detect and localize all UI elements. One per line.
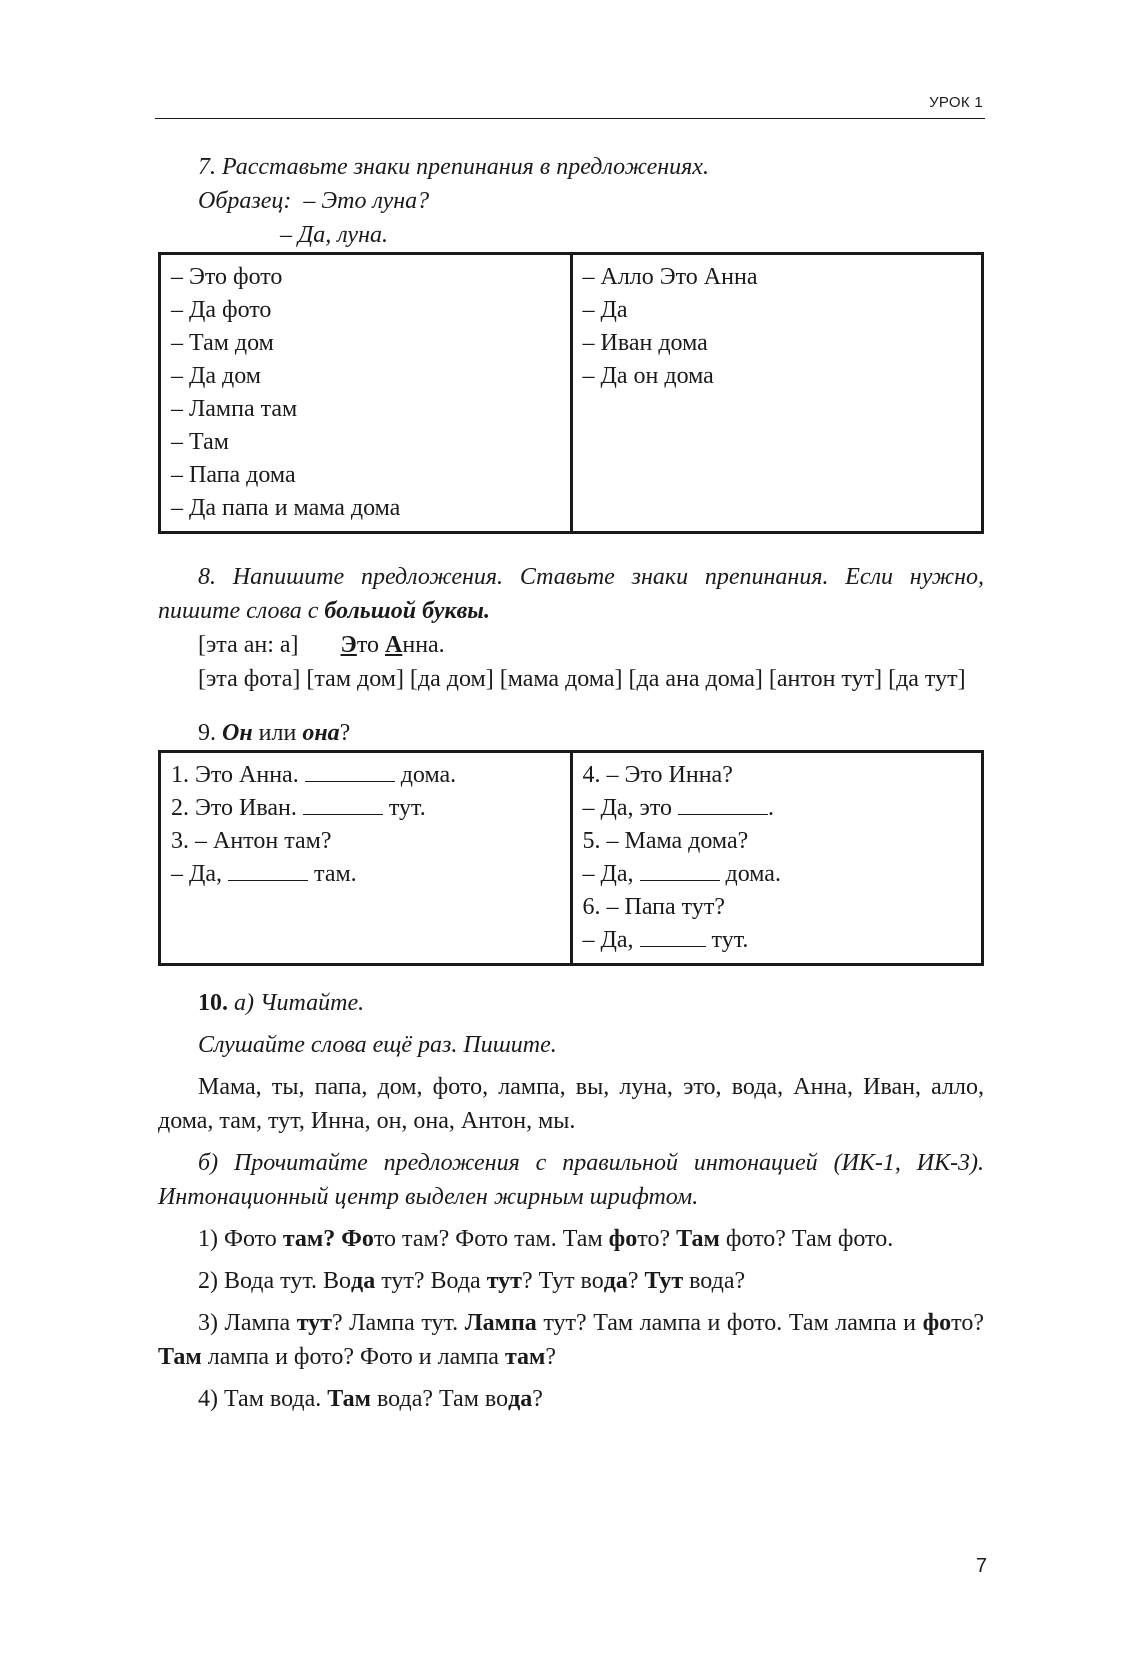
ex7-right-column	[571, 254, 983, 533]
ex7-left-line: – Папа дома	[171, 462, 296, 488]
sentence-stress: Там	[158, 1344, 202, 1370]
ex7-left-line: – Это фото	[171, 264, 283, 290]
ex7-left-line: – Лампа там	[171, 396, 298, 422]
sentence-part: лампа и фото? Фото и лампа	[201, 1344, 505, 1370]
sentence-stress: Там	[676, 1226, 720, 1252]
sentence-stress: тут	[296, 1310, 332, 1336]
ex10-b-instruction: б) Прочитайте предложения с правильной интонацией (ИК-1, ИК-3). Интонационный центр выделен жирным шрифтом.	[158, 1150, 984, 1210]
sentence-part: 3) Лампа	[198, 1310, 297, 1336]
ex8-sample	[158, 628, 984, 662]
ex7-right-line: – Алло Это Анна	[582, 264, 758, 290]
ex8-instruction-bold: большой буквы.	[324, 598, 490, 624]
ex9-item-text: тут.	[705, 927, 749, 953]
ex10-sentence-1	[158, 1222, 984, 1256]
sentence-stress: да	[508, 1386, 533, 1412]
sentence-part: тут? Вода	[375, 1268, 487, 1294]
ex9-number: 9.	[198, 720, 222, 746]
ex9-item-text: – Да,	[582, 927, 640, 953]
ex9-item-text: 6. – Папа тут?	[582, 894, 725, 920]
ex7-sample-question: – Это луна?	[303, 188, 430, 214]
ex9-item	[171, 792, 560, 825]
ex10-sentence-2	[158, 1264, 984, 1298]
ex10-number: 10.	[198, 990, 228, 1016]
ex9-right-column	[571, 752, 983, 965]
ex7-table	[158, 252, 984, 534]
running-header	[155, 86, 985, 119]
sentence-stress: фо	[922, 1310, 952, 1336]
ex8-instruction	[158, 560, 984, 628]
ex9-left-column	[160, 752, 572, 965]
sentence-part: фото? Там фото.	[719, 1226, 894, 1252]
ex9-or: или	[252, 720, 303, 746]
ex9-item	[583, 759, 972, 792]
ex9-item	[171, 858, 560, 891]
ex8-sample-cap-2: А	[385, 632, 403, 658]
ex7-left-line: – Там	[171, 429, 229, 455]
ex7-right-line: – Иван дома	[582, 330, 708, 356]
ex9-word-on: Он	[222, 720, 253, 746]
sentence-part: вода?	[683, 1268, 746, 1294]
ex7-sample-answer-text: – Да, луна.	[280, 222, 388, 248]
answer-blank[interactable]	[303, 792, 383, 815]
ex9-item-text: там.	[308, 861, 357, 887]
sentence-stress: Там	[327, 1386, 371, 1412]
ex9-item-text: дома.	[719, 861, 781, 887]
ex9-item-text: 1. Это Анна.	[171, 762, 305, 788]
ex7-left-line: – Там дом	[171, 330, 274, 356]
sentence-part: тут? Там лампа и фото. Там лампа и	[536, 1310, 923, 1336]
ex7-left-line: – Да папа и мама дома	[171, 495, 401, 521]
ex9-item-text: – Да, это	[582, 795, 678, 821]
sentence-stress: там? Фо	[282, 1226, 374, 1252]
answer-blank[interactable]	[228, 858, 308, 881]
sentence-stress: фо	[608, 1226, 638, 1252]
ex10-a-title	[158, 986, 984, 1020]
ex9-question-mark: ?	[339, 720, 351, 746]
ex9-title	[158, 716, 984, 750]
sentence-part: то?	[637, 1226, 677, 1252]
ex9-item	[583, 858, 972, 891]
sentence-part: 2) Вода тут. Во	[198, 1268, 352, 1294]
ex10-sentence-4	[158, 1382, 984, 1416]
ex8-sample-transcription: [эта ан: а]	[198, 632, 299, 658]
ex9-item-text: тут.	[382, 795, 426, 821]
answer-blank[interactable]	[640, 858, 720, 881]
ex8-sample-answer	[341, 632, 445, 658]
ex9-word-ona: она	[302, 720, 340, 746]
ex9-item-text: .	[768, 795, 774, 821]
sentence-part: ? Тут во	[521, 1268, 604, 1294]
ex7-sample-label: Образец:	[198, 188, 292, 214]
ex7-left-line: – Да фото	[171, 297, 272, 323]
sentence-part: ?	[627, 1268, 645, 1294]
sentence-part: ?	[532, 1386, 543, 1412]
ex7-right-line: – Да	[582, 297, 628, 323]
ex9-item	[171, 825, 560, 858]
sentence-part: то?	[951, 1310, 984, 1336]
page-content	[158, 150, 984, 1416]
ex9-item	[583, 792, 972, 825]
ex9-table	[158, 750, 984, 966]
answer-blank[interactable]	[305, 759, 395, 782]
ex9-item-text: 5. – Мама дома?	[582, 828, 749, 854]
sentence-part: 4) Там вода.	[198, 1386, 328, 1412]
ex7-title: 7. Расставьте знаки препинания в предложениях.	[198, 154, 709, 180]
sentence-stress: тут	[486, 1268, 522, 1294]
ex10-sentence-3	[158, 1306, 984, 1374]
ex9-item	[583, 891, 972, 924]
ex7-right-line: – Да он дома	[582, 363, 714, 389]
ex8-task: [эта фота] [там дом] [да дом] [мама дома] [да ана дома] [антон тут] [да тут]	[198, 666, 966, 692]
ex9-item	[171, 759, 560, 792]
sentence-stress: Лампа	[464, 1310, 537, 1336]
ex8-sample-part-2: нна.	[402, 632, 445, 658]
sentence-stress: Тут	[644, 1268, 684, 1294]
answer-blank[interactable]	[640, 924, 706, 947]
ex10-listen: Слушайте слова ещё раз. Пишите.	[198, 1032, 557, 1058]
sentence-part: вода? Там во	[371, 1386, 509, 1412]
ex10-words: Мама, ты, папа, дом, фото, лампа, вы, луна, это, вода, Анна, Иван, алло, дома, там, тут, Инна, он, она, Антон, мы.	[158, 1074, 984, 1134]
sentence-part: то там? Фото там. Там	[373, 1226, 609, 1252]
answer-blank[interactable]	[678, 792, 768, 815]
ex9-item-text: – Да,	[171, 861, 229, 887]
ex8-instruction-text: 8. Напишите предложения. Ставьте знаки препинания. Если нужно, пишите слова с	[158, 564, 984, 624]
ex7-sample	[158, 184, 984, 218]
ex7-left-column	[160, 254, 572, 533]
ex9-item-text: дома.	[394, 762, 457, 788]
ex8-sample-cap-1: Э	[340, 632, 357, 658]
page-number: 7	[975, 1555, 987, 1577]
ex9-item	[583, 825, 972, 858]
sentence-part: ? Лампа тут.	[331, 1310, 465, 1336]
sentence-part: ?	[545, 1344, 557, 1370]
ex8-sample-part-1: то	[356, 632, 385, 658]
ex9-item	[583, 924, 972, 957]
ex9-item-text: – Да,	[582, 861, 640, 887]
ex10-a-label: а) Читайте.	[228, 990, 365, 1016]
sentence-part: 1) Фото	[198, 1226, 283, 1252]
ex7-sample-answer	[158, 218, 984, 252]
ex9-item-text: 4. – Это Инна?	[582, 762, 733, 788]
lesson-label: УРОК 1	[929, 94, 983, 111]
sentence-stress: там	[504, 1344, 546, 1370]
ex7-left-line: – Да дом	[171, 363, 261, 389]
sentence-stress: да	[603, 1268, 628, 1294]
sentence-stress: да	[351, 1268, 376, 1294]
ex9-item-text: 2. Это Иван.	[171, 795, 303, 821]
ex9-item-text: 3. – Антон там?	[171, 828, 332, 854]
